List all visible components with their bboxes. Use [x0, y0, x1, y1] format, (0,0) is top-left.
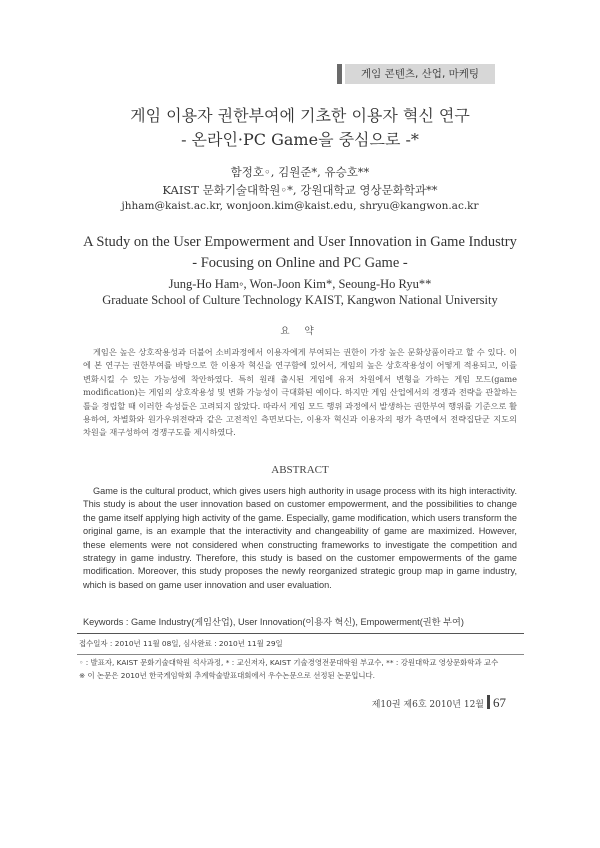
journal-issue: 제10권 제6호 2010년 12월	[371, 700, 484, 710]
keywords: Keywords : Game Industry(게임산업), User Innovation(이용자 혁신), Empowerment(권한 부여)	[83, 617, 464, 627]
title-en-line2: - Focusing on Online and PC Game -	[192, 255, 408, 271]
category-accent-bar	[337, 64, 342, 84]
authors-ko-affiliations: KAIST 문화기술대학원◦*, 강원대학교 영상문화학과**	[162, 183, 438, 197]
footer-separator	[487, 695, 490, 709]
abstract-en-body: Game is the cultural product, which gives users high authority in usage process with its high interactivity. This study is about the user innovation based on customer empowerment, and the possibilities to change the game itself applying high activity of the game. Especially, game modification, which users transform the original game, is an example that the interactivity and changeability of game are maximized. However, these elements were not considered when constructing frameworks to investigate the competition and strategy in game industry. Therefore, this study is based on the customer empowerments of the game modification. Moreover, this study proposes the newly reorganized strategic group map in game industry, which is based on game user innovation and user evaluation.	[83, 486, 517, 590]
title-ko-line1: 게임 이용자 권한부여에 기초한 이용자 혁신 연구	[130, 106, 470, 125]
footnote-rule	[77, 633, 524, 634]
authors-emails: jhham@kaist.ac.kr, wonjoon.kim@kaist.edu, shryu@kangwon.ac.kr	[121, 200, 479, 212]
received-dates: 접수일자 : 2010년 11월 08일, 심사완료 : 2010년 11월 29일	[79, 639, 283, 648]
title-en-line1: A Study on the User Empowerment and User Innovation in Game Industry	[83, 234, 517, 250]
abstract-ko	[83, 346, 517, 440]
title-ko-line2: - 온라인·PC Game을 중심으로 -*	[181, 130, 419, 149]
authors-en-affiliations: Graduate School of Culture Technology KAIST, Kangwon National University	[102, 293, 498, 307]
page-number: 67	[493, 695, 506, 710]
category-tag: 게임 콘텐츠, 산업, 마케팅	[345, 64, 495, 84]
abstract-en	[83, 485, 517, 592]
authors-ko-names: 함정호◦, 김원준*, 유승호**	[230, 165, 370, 179]
abstract-ko-body: 게임은 높은 상호작용성과 더불어 소비과정에서 이용자에게 부여되는 권한이 가장 높은 문화상품이라고 할 수 있다. 이에 본 연구는 권한부여를 바탕으로 한 이용자 혁신을 연구함에 있어서, 게임의 높은 상호작용성이 어떻게 적용되고, 이를 변화시킬 수 있는 가능성에 착안하였다. 특히 원래 출시된 게임에 유저 차원에서 변형을 가하는 게임 모드(game modification)는 게임의 상호작용성 및 변화 가능성이 극대화된 예이다. 하지만 게임 산업에서의 경쟁과 전략을 관찰하는 틀을 정립할 때 이러한 속성들은 고려되지 않았다. 따라서 게임 모드 행위 과정에서 발생하는 권한부여 행위를 기준으로 활용하여, 차별화와 원가우위전략과 같은 고전적인 측면보다는, 이용자 혁신과 이용자의 평가 측면에서 전략집단군 지도의 차원을 재구성하여 경쟁구도를 제시하였다.	[83, 347, 517, 438]
abstract-en-heading: ABSTRACT	[271, 464, 329, 476]
author-role-note: ◦ : 발표자, KAIST 문화기술대학원 석사과정, * : 교신저자, KAIST 기술경영전문대학원 부교수, ** : 강원대학교 영상문화학과 교수	[79, 658, 499, 667]
footnote-rule-thin	[77, 654, 524, 655]
authors-en-names: Jung-Ho Ham◦, Won-Joon Kim*, Seoung-Ho Ryu**	[168, 277, 432, 291]
award-note: ※ 이 논문은 2010년 한국게임학회 추계학술발표대회에서 우수논문으로 선정된 논문입니다.	[79, 671, 376, 680]
abstract-ko-heading: 요 약	[280, 326, 320, 337]
